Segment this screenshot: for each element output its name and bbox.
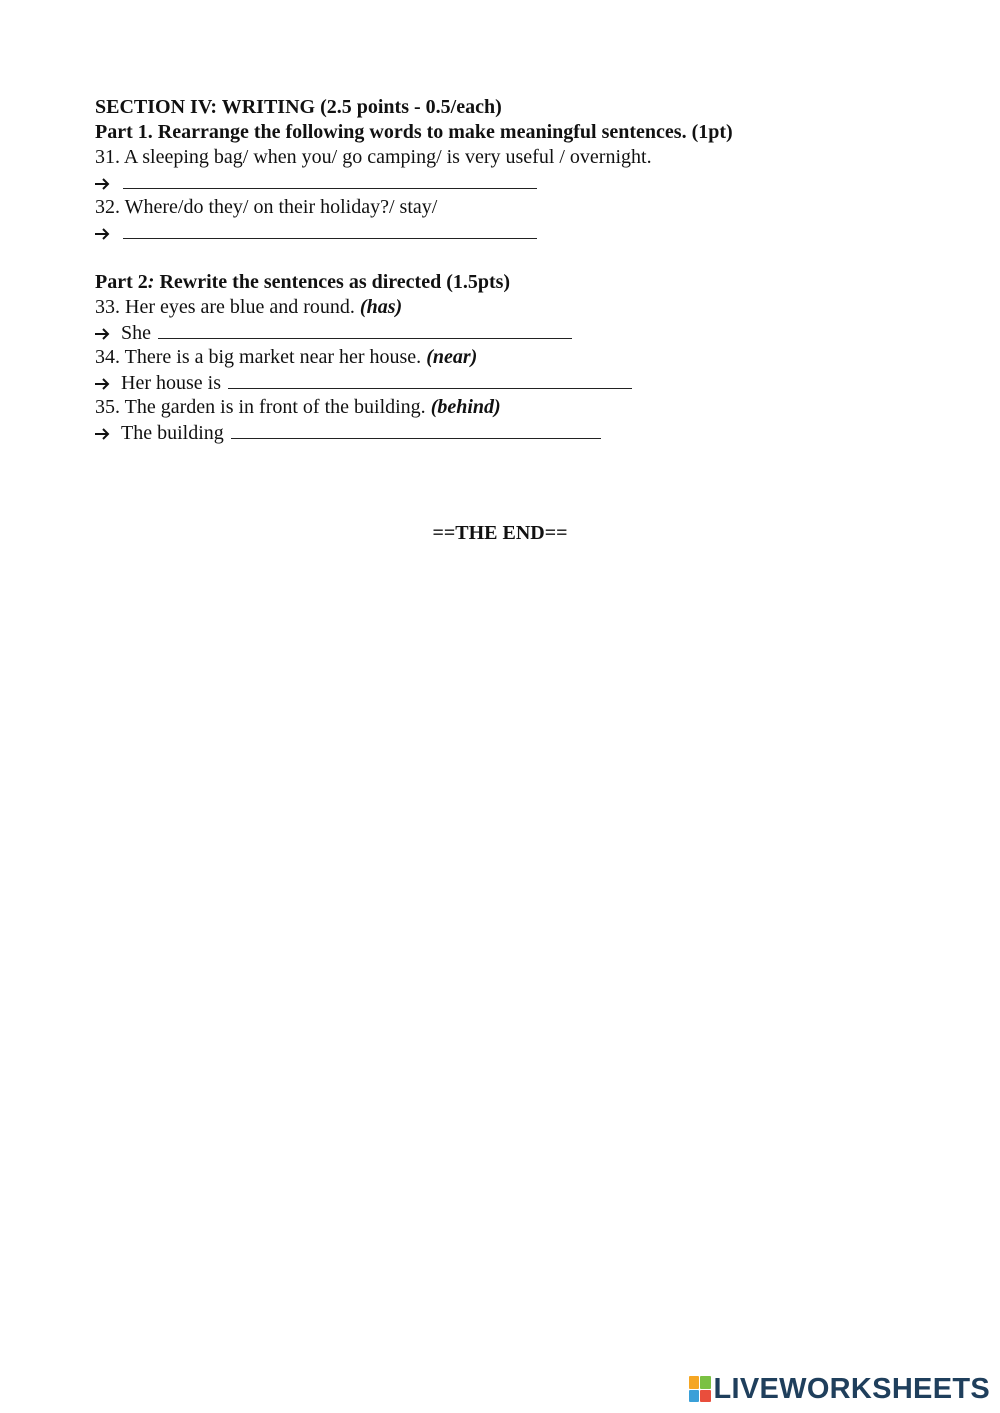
answer-blank-31[interactable] <box>123 170 537 189</box>
liveworksheets-logo-icon <box>689 1376 711 1402</box>
answer-start-33: She <box>121 322 151 344</box>
question-32: 32. Where/do they/ on their holiday?/ stay/ <box>95 196 438 218</box>
question-33-hint: (has) <box>359 296 403 318</box>
answer-row-35 <box>95 420 915 445</box>
part2-heading <box>95 270 915 295</box>
answer-blank-32[interactable] <box>123 220 537 239</box>
question-35-text: 35. The garden is in front of the building. <box>95 396 431 418</box>
answer-blank-34[interactable] <box>228 370 632 389</box>
part2-heading-colon: : <box>147 271 155 293</box>
answer-blank-35[interactable] <box>231 420 601 439</box>
answer-row-31 <box>95 170 915 195</box>
question-33 <box>95 295 915 320</box>
answer-start-35: The building <box>121 422 224 444</box>
question-35 <box>95 395 915 420</box>
answer-start-34: Her house is <box>121 372 221 394</box>
question-31: 31. A sleeping bag/ when you/ go camping/ is very useful / overnight. <box>95 146 652 168</box>
right-arrow-icon <box>95 371 121 396</box>
question-34-hint: (near) <box>426 346 478 368</box>
question-34-text: 34. There is a big market near her house. <box>95 346 427 368</box>
part2-heading-b: Rewrite the sentences as directed (1.5pts) <box>154 271 511 293</box>
answer-row-34 <box>95 370 915 395</box>
worksheet-page <box>95 95 915 445</box>
part1-heading: Part 1. Rearrange the following words to make meaningful sentences. (1pt) <box>95 121 733 143</box>
question-33-text: 33. Her eyes are blue and round. <box>95 296 360 318</box>
right-arrow-icon <box>95 171 121 196</box>
section-title: SECTION IV: WRITING (2.5 points - 0.5/each) <box>95 96 502 118</box>
question-35-hint: (behind) <box>430 396 501 418</box>
answer-row-33 <box>95 320 915 345</box>
liveworksheets-watermark <box>689 1371 991 1407</box>
watermark-text: LIVEWORKSHEETS <box>713 1372 990 1405</box>
right-arrow-icon <box>95 221 121 246</box>
the-end-label: ==THE END== <box>432 522 568 544</box>
right-arrow-icon <box>95 321 121 346</box>
answer-row-32 <box>95 220 915 245</box>
answer-blank-33[interactable] <box>158 320 572 339</box>
question-34 <box>95 345 915 370</box>
part2-heading-a: Part 2 <box>95 271 148 293</box>
right-arrow-icon <box>95 421 121 446</box>
